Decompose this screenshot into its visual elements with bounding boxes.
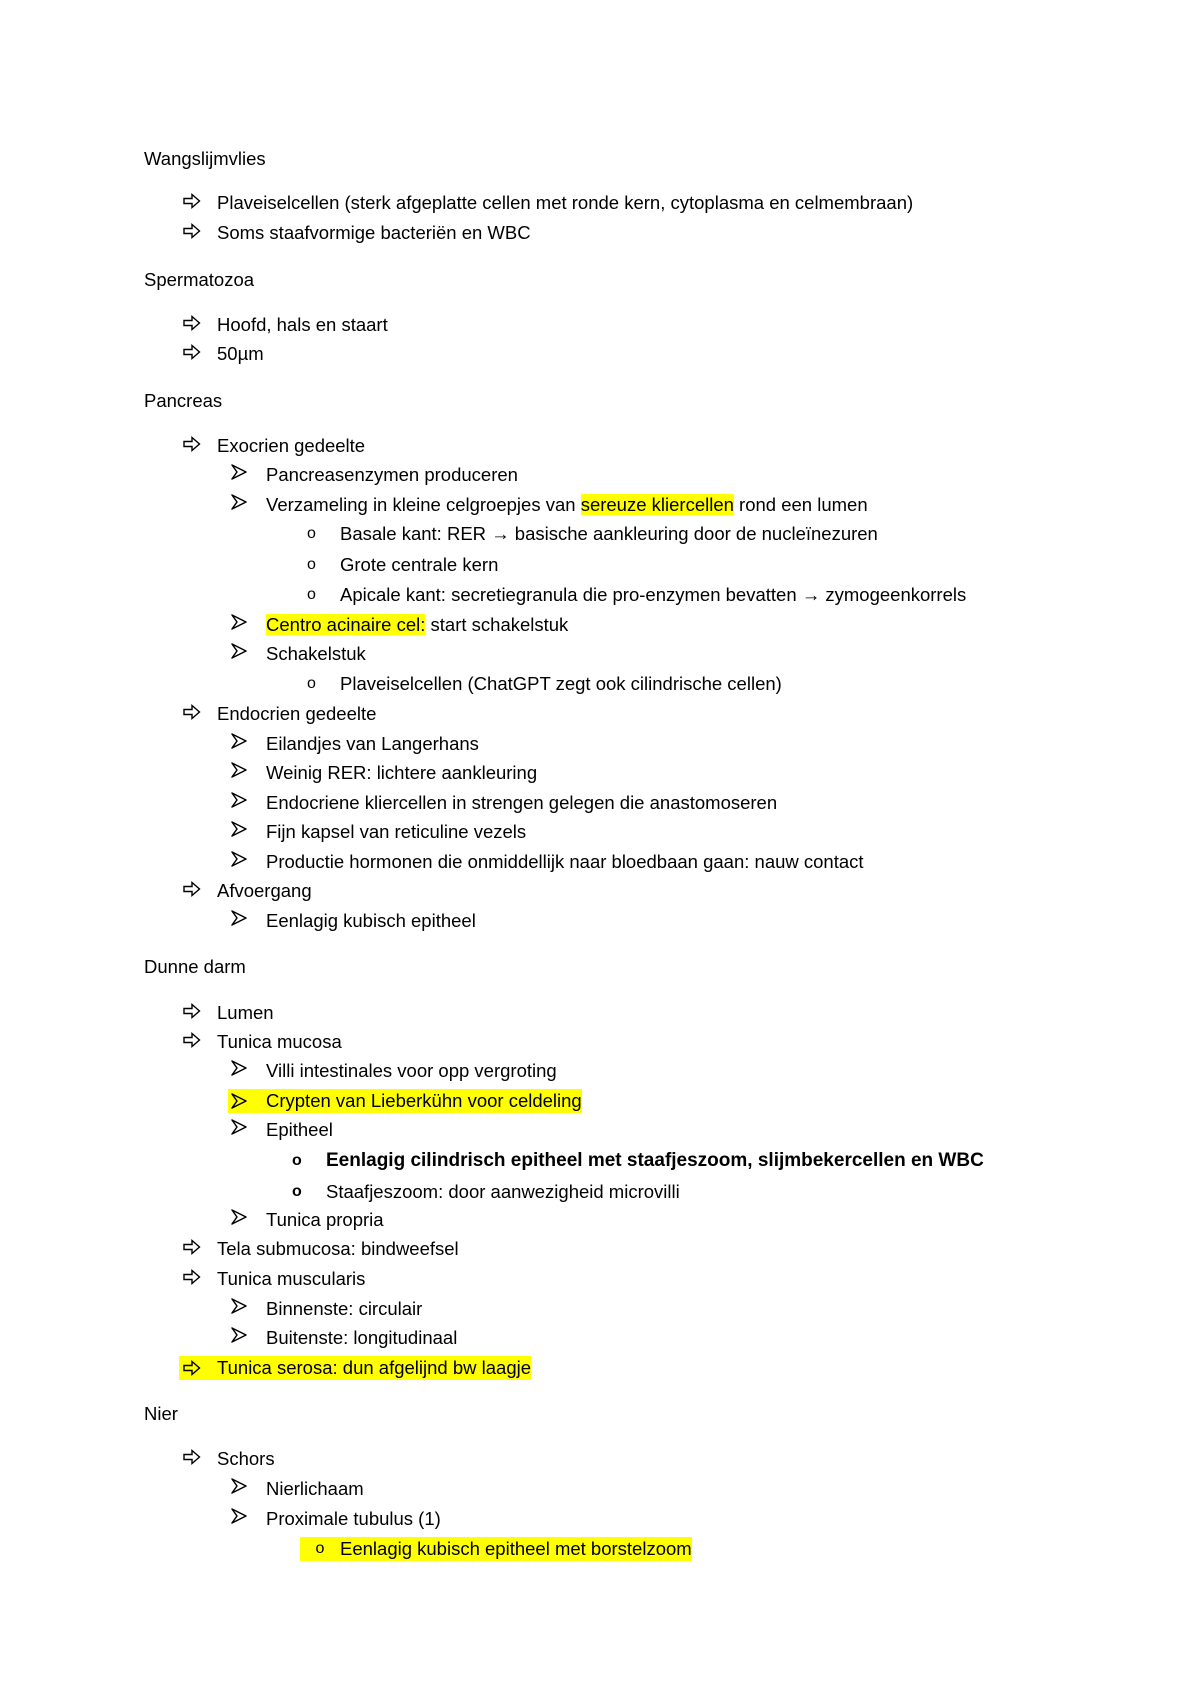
list-item-text: Grote centrale kern <box>340 554 499 575</box>
heading-pancreas: Pancreas <box>144 390 223 411</box>
list-item-text: Exocrien gedeelte <box>217 435 366 456</box>
circle-bullet-icon: o <box>307 675 316 692</box>
arrowhead-bullet-icon <box>230 791 248 815</box>
hollow-right-arrow-icon <box>182 1030 202 1056</box>
hollow-right-arrow-icon <box>182 1267 202 1293</box>
list-item-text <box>266 613 568 637</box>
circle-bullet-icon: o <box>307 586 316 603</box>
hollow-right-arrow-icon <box>182 879 202 905</box>
hollow-right-arrow-icon <box>182 1447 202 1473</box>
list-item-text: Eilandjes van Langerhans <box>266 733 479 754</box>
list-item-text: Binnenste: circulair <box>266 1298 423 1319</box>
list-item-text: Villi intestinales voor opp vergroting <box>266 1060 557 1081</box>
heading-spermatozoa: Spermatozoa <box>144 269 255 290</box>
highlighted-text: Centro acinaire cel: <box>266 614 426 635</box>
arrowhead-bullet-icon <box>230 642 248 666</box>
arrowhead-bullet-icon <box>230 1507 248 1531</box>
list-item-text: Plaveiselcellen (sterk afgeplatte cellen met ronde kern, cytoplasma en celmembraan) <box>217 192 914 213</box>
list-item-text: Lumen <box>217 1002 274 1023</box>
arrowhead-bullet-icon <box>230 761 248 785</box>
list-item-text: Epitheel <box>266 1119 333 1140</box>
list-item-text: Productie hormonen die onmiddellijk naar bloedbaan gaan: nauw contact <box>266 851 864 872</box>
circle-bullet-icon: o <box>307 525 316 542</box>
hollow-right-arrow-icon <box>182 434 202 460</box>
list-item-text: Tela submucosa: bindweefsel <box>217 1238 459 1259</box>
heading-wangslijmvlies: Wangslijmvlies <box>144 148 266 169</box>
heading-nier: Nier <box>144 1403 178 1424</box>
list-item-text: Staafjeszoom: door aanwezigheid microvilli <box>326 1181 680 1202</box>
text-run: rond een lumen <box>733 494 868 515</box>
arrowhead-bullet-icon <box>230 613 248 637</box>
list-item-text: Apicale kant: secretiegranula die pro-enzymen bevatten → zymogeenkorrels <box>340 584 967 605</box>
circle-bullet-icon: o <box>300 1537 340 1561</box>
hollow-right-arrow-icon <box>179 1356 214 1380</box>
list-item-text: Tunica serosa: dun afgelijnd bw laagje <box>214 1356 531 1380</box>
list-item-text: Fijn kapsel van reticuline vezels <box>266 821 527 842</box>
highlighted-text: sereuze kliercellen <box>580 494 734 515</box>
list-item-text: Nierlichaam <box>266 1478 364 1499</box>
list-item-text: Tunica muscularis <box>217 1268 366 1289</box>
list-item-text: Eenlagig kubisch epitheel <box>266 910 476 931</box>
list-item-text: Proximale tubulus (1) <box>266 1508 441 1529</box>
list-item-text: Plaveiselcellen (ChatGPT zegt ook cilindrische cellen) <box>340 673 782 694</box>
arrowhead-bullet-icon <box>230 850 248 874</box>
list-item-text: Pancreasenzymen produceren <box>266 464 518 485</box>
list-item-text: Afvoergang <box>217 880 312 901</box>
heading-dunne-darm: Dunne darm <box>144 956 246 977</box>
list-item-text: Weinig RER: lichtere aankleuring <box>266 762 538 783</box>
list-item-text <box>266 493 868 517</box>
list-item-text: Schors <box>217 1448 275 1469</box>
arrowhead-bullet-icon <box>230 820 248 844</box>
list-item-text: Tunica propria <box>266 1209 384 1230</box>
arrowhead-bullet-icon <box>230 493 248 517</box>
arrowhead-bullet-icon <box>230 909 248 933</box>
list-item-text: Eenlagig kubisch epitheel met borstelzoom <box>340 1538 692 1559</box>
circle-bullet-icon: o <box>292 1152 302 1169</box>
arrowhead-bullet-icon <box>230 463 248 487</box>
arrowhead-bullet-icon <box>230 1326 248 1350</box>
arrowhead-bullet-icon <box>230 1118 248 1142</box>
list-item-text: Buitenste: longitudinaal <box>266 1327 458 1348</box>
circle-bullet-icon: o <box>292 1183 302 1200</box>
hollow-right-arrow-icon <box>182 313 202 339</box>
hollow-right-arrow-icon <box>182 1001 202 1027</box>
list-item-text: 50µm <box>217 343 264 364</box>
circle-bullet-icon: o <box>307 556 316 573</box>
arrowhead-bullet-icon <box>230 1297 248 1321</box>
list-item-text: Hoofd, hals en staart <box>217 314 388 335</box>
hollow-right-arrow-icon <box>182 342 202 368</box>
text-run: Verzameling in kleine celgroepjes van <box>266 494 581 515</box>
list-item-text: Soms staafvormige bacteriën en WBC <box>217 222 531 243</box>
list-item-text: Tunica mucosa <box>217 1031 342 1052</box>
list-item-text: Endocrien gedeelte <box>217 703 377 724</box>
list-item-text: Crypten van Lieberkühn voor celdeling <box>250 1089 582 1113</box>
list-item-text: Eenlagig cilindrisch epitheel met staafjeszoom, slijmbekercellen en WBC <box>326 1150 984 1171</box>
hollow-right-arrow-icon <box>182 1237 202 1263</box>
arrowhead-bullet-icon <box>230 1477 248 1501</box>
list-item-text: Schakelstuk <box>266 643 366 664</box>
arrowhead-bullet-icon <box>230 1208 248 1232</box>
arrowhead-bullet-icon <box>230 732 248 756</box>
hollow-right-arrow-icon <box>182 702 202 728</box>
list-item-text: Basale kant: RER → basische aankleuring door de nucleïnezuren <box>340 523 878 544</box>
list-item-text: Endocriene kliercellen in strengen gelegen die anastomoseren <box>266 792 778 813</box>
text-run: start schakelstuk <box>425 614 569 635</box>
hollow-right-arrow-icon <box>182 191 202 217</box>
arrowhead-bullet-icon <box>230 1059 248 1083</box>
hollow-right-arrow-icon <box>182 221 202 247</box>
arrowhead-bullet-icon <box>228 1089 250 1113</box>
